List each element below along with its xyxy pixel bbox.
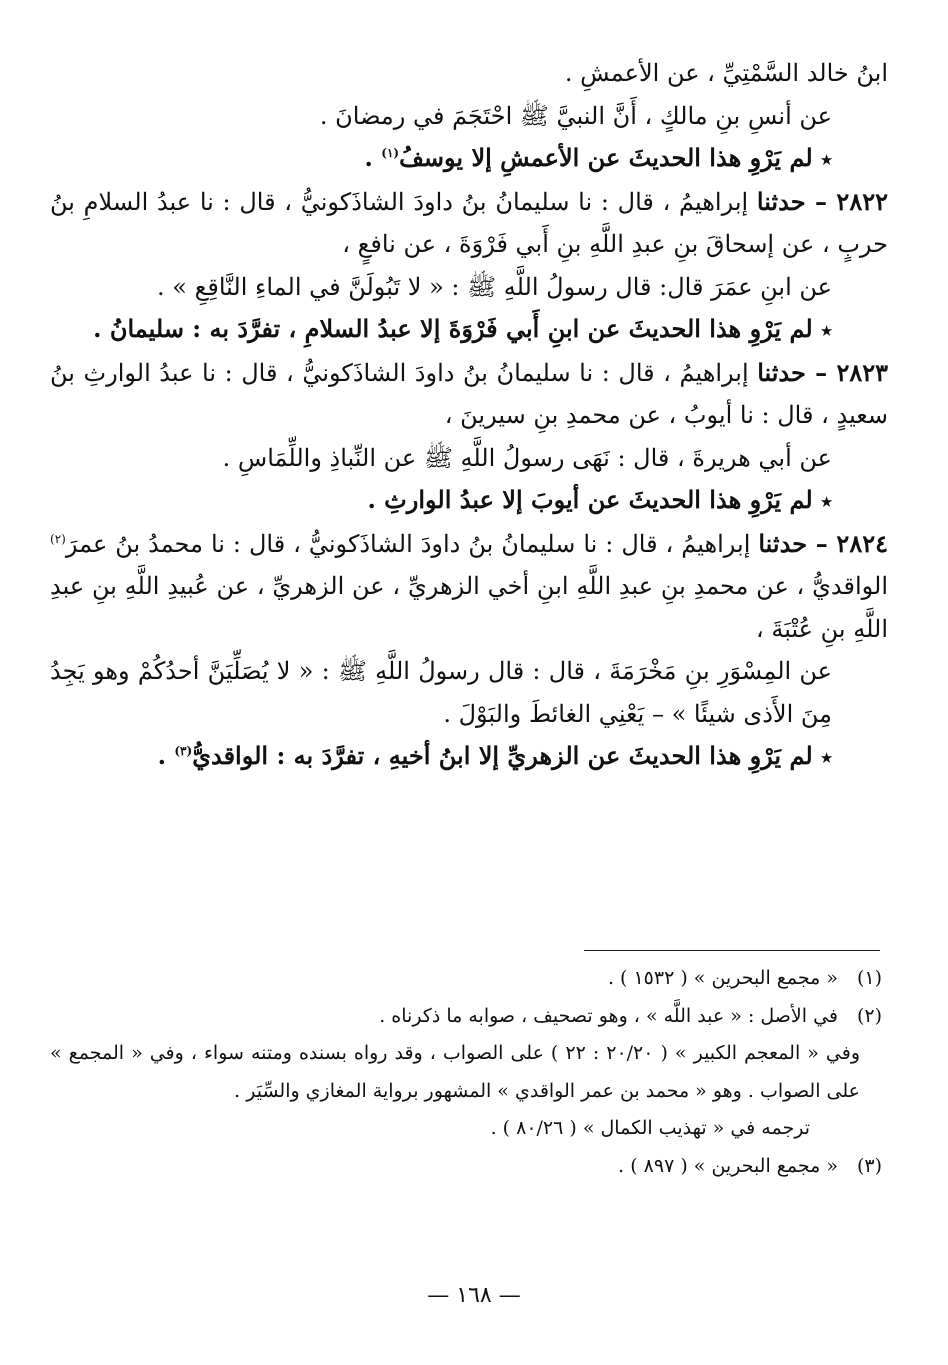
- star-icon: ٭: [821, 489, 832, 513]
- text-line: عن أبي هريرةَ ، قال : نَهَى رسولُ اللَّهِ ﷺ عن النِّباذِ واللِّمَاسِ .: [222, 443, 832, 472]
- isnad-text-cont: الواقديُّ ، عن محمدِ بنِ عبدِ اللَّهِ ابنِ أخي الزهريِّ ، عن الزهريِّ ، عن عُبيدِ اللَّهِ بنِ عبدِ اللَّهِ بنِ عُتْبَةَ ،: [50, 572, 888, 643]
- footnote-number: (١): [856, 967, 882, 989]
- main-text: [50, 52, 888, 779]
- footnote-divider: [584, 950, 880, 951]
- note-text: لم يَرْوِ هذا الحديثَ عن ابنِ أَبي فَرْوَةَ إلا عبدُ السلامِ ، تفرَّدَ به : سليمانُ .: [93, 314, 813, 343]
- footnote-2-continuation: ترجمه في « تهذيب الكمال » ( ٨٠/٢٦ ) .: [490, 1117, 810, 1139]
- footnote-3: [50, 1148, 882, 1186]
- period: .: [364, 143, 382, 172]
- footnote-number: (٣): [856, 1154, 882, 1177]
- hadith-2824: [50, 523, 888, 651]
- footnote-ref: (٣): [174, 744, 193, 758]
- hadith-number: ٢٨٢٣ – حدثنا: [757, 357, 888, 387]
- footnote-2-continuation: وفي « المعجم الكبير » ( ٢٠/٢٠ : ٢٢ ) على الصواب ، وقد رواه بسنده ومتنه سواء ، وفي « المجمع » على الصواب . وهو « محمد بن عمر الواقدي » المشهور برواية المغازي والسِّيَر .: [50, 1042, 860, 1102]
- text-line: عن ابنِ عمَرَ قال: قال رسولُ اللَّهِ ﷺ : « لا تَبُولَنَّ في الماءِ النَّاقِعِ » .: [157, 272, 832, 301]
- text-line: ابنُ خالد السَّمْتِيِّ ، عن الأعمشِ .: [564, 59, 888, 87]
- hadith-note: [50, 308, 888, 352]
- isnad-text: إبراهيمُ ، قال : نا سليمانُ بنُ داودَ الشاذَكونيُّ ، قال : نا عبدُ الوارثِ بنُ سعيدٍ ، قال : نا أيوبُ ، عن محمدِ بنِ سيرينَ ،: [50, 358, 888, 429]
- note-text: لم يَرْوِ هذا الحديثَ عن أيوبَ إلا عبدُ الوارثِ .: [367, 485, 813, 514]
- hadith-note: [50, 479, 888, 523]
- hadith-note: [50, 137, 888, 181]
- note-text: لم يَرْوِ هذا الحديثَ عن الأعمشِ إلا يوسفُ: [399, 143, 813, 172]
- footnote-ref: (١): [381, 146, 400, 160]
- isnad-text: إبراهيمُ ، قال : نا سليمانُ بنُ داودَ الشاذَكونيُّ ، قال : نا محمدُ بنُ عمرَ: [65, 529, 759, 558]
- footnote-1: [50, 960, 882, 998]
- hadith-number: ٢٨٢٤ – حدثنا: [758, 528, 888, 558]
- footnote-number: (٢): [856, 1004, 882, 1027]
- hadith-2823: [50, 352, 888, 437]
- text-line: عن المِسْوَرِ بنِ مَخْرَمَةَ ، قال : قال رسولُ اللَّهِ ﷺ : « لا يُصَلِّيَنَّ أحدُكُمْ وهو يَجِدُ مِنَ الأَذى شيئًا » – يَعْنِي الغائطَ والبَوْلَ .: [50, 657, 832, 728]
- star-icon: ٭: [821, 318, 832, 342]
- footnotes: [50, 960, 882, 1185]
- isnad-text: إبراهيمُ ، قال : نا سليمانُ بنُ داودَ الشاذَكونيُّ ، قال : نا عبدُ السلامِ بنُ حربٍ ، عن إسحاقَ بنِ عبدِ اللَّهِ بنِ أَبي فَرْوَةَ ، عن نافعٍ ،: [50, 187, 888, 258]
- text-line: عن أنسِ بنِ مالكٍ ، أَنَّ النبيَّ ﷺ احْتَجَمَ في رمضانَ .: [319, 101, 832, 130]
- period: .: [157, 741, 175, 770]
- page-number: — ١٦٨ —: [427, 1283, 521, 1308]
- note-text: لم يَرْوِ هذا الحديثَ عن الزهريِّ إلا ابنُ أخيهِ ، تفرَّدَ به : الواقديُّ: [192, 741, 813, 770]
- hadith-note: [50, 735, 888, 779]
- footnote-text: « مجمع البحرين » ( ٨٩٧ ) .: [618, 1154, 838, 1177]
- footnote-2: [50, 998, 882, 1036]
- star-icon: ٭: [821, 745, 832, 769]
- footnote-text: « مجمع البحرين » ( ١٥٣٢ ) .: [607, 967, 838, 989]
- footnote-ref: (٢): [50, 531, 66, 546]
- hadith-2822: [50, 181, 888, 266]
- star-icon: ٭: [821, 147, 832, 171]
- hadith-number: ٢٨٢٢ – حدثنا: [756, 186, 888, 216]
- footnote-text: في الأصل : « عبد اللَّه » ، وهو تصحيف ، صوابه ما ذكرناه .: [379, 1004, 838, 1027]
